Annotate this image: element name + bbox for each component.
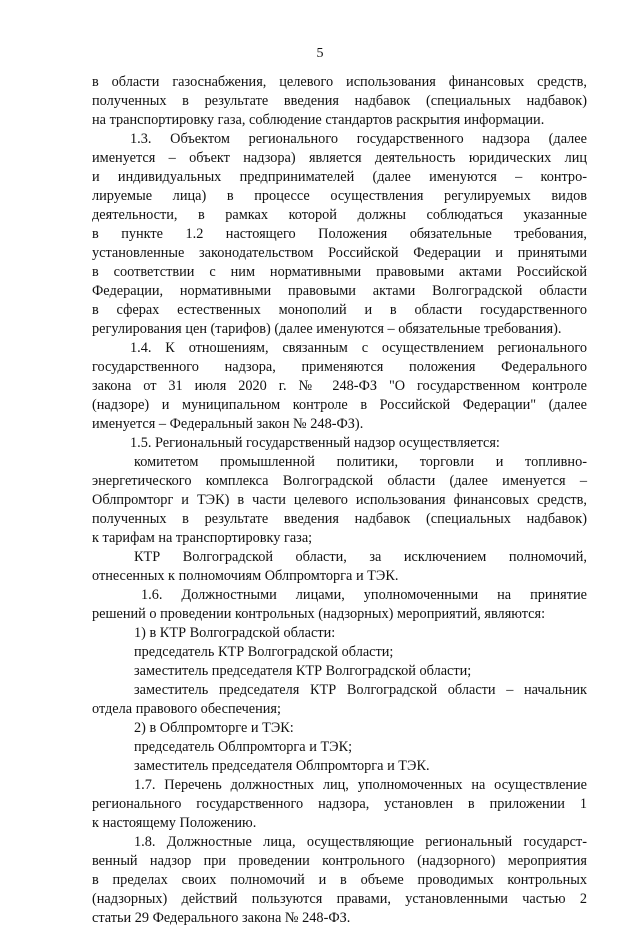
text-line: и индивидуальных предпринимателей (далее именуются – контро- xyxy=(92,169,587,185)
text-line: 1.7. Перечень должностных лиц, уполномоченных на осуществление xyxy=(134,777,587,793)
text-line: лируемые лица) в процессе осуществления регулируемых видов xyxy=(92,188,587,204)
paragraph-p-1-5-a xyxy=(92,453,587,548)
text-line: отнесенных к полномочиям Облпромторга и ТЭК. xyxy=(92,568,399,584)
text-line: полученных в результате введения надбавок (специальных надбавок) xyxy=(92,511,587,527)
paragraph-p-1-6-1a xyxy=(92,643,587,662)
text-line: в области газоснабжения, целевого использования финансовых средств, xyxy=(92,74,587,90)
text-line: комитетом промышленной политики, торговли и топливно- xyxy=(134,454,587,470)
text-line: 1.6. Должностными лицами, уполномоченными на принятие xyxy=(141,587,587,603)
text-line: в пункте 1.2 настоящего Положения обязательные требования, xyxy=(92,226,587,242)
text-line: 1) в КТР Волгоградской области: xyxy=(134,625,336,641)
paragraph-p-1-4 xyxy=(92,339,587,434)
text-line: установленные законодательством Российской Федерации и принятыми xyxy=(92,245,587,261)
paragraph-p-1-5-b xyxy=(92,548,587,586)
text-line: именуется – Федеральный закон № 248-ФЗ). xyxy=(92,416,364,432)
text-line: решений о проведении контрольных (надзорных) мероприятий, являются: xyxy=(92,606,546,622)
text-line: венный надзор при проведении контрольного (надзорного) мероприятия xyxy=(92,853,587,869)
document-body xyxy=(92,73,587,928)
text-line: (надзорных) действий пользуются правами, установленными частью 2 xyxy=(92,891,587,907)
text-line: председатель КТР Волгоградской области; xyxy=(134,644,394,660)
text-line: 1.8. Должностные лица, осуществляющие региональный государст- xyxy=(134,834,587,850)
paragraph-p-1-3 xyxy=(92,130,587,339)
text-line: государственного надзора, применяются положения Федерального xyxy=(92,359,587,375)
text-line: к настоящему Положению. xyxy=(92,815,257,831)
text-line: (надзоре) и муниципальном контроле в Российской Федерации" (далее xyxy=(92,397,587,413)
text-line: к тарифам на транспортировку газа; xyxy=(92,530,313,546)
text-line: статьи 29 Федерального закона № 248-ФЗ. xyxy=(92,910,351,926)
text-line: именуется – объект надзора) является деятельность юридических лиц xyxy=(92,150,587,166)
paragraph-p-1-8 xyxy=(92,833,587,928)
paragraph-p-1-6-2 xyxy=(92,719,587,738)
page-number: 5 xyxy=(316,46,324,61)
text-line: 1.5. Региональный государственный надзор осуществляется: xyxy=(130,435,500,451)
text-line: в сферах естественных монополий и в области государственного xyxy=(92,302,587,318)
paragraph-p-1-6-1 xyxy=(92,624,587,643)
text-line: КТР Волгоградской области, за исключением полномочий, xyxy=(134,549,587,565)
paragraph-p-gas xyxy=(92,73,587,130)
text-line: 2) в Облпромторге и ТЭК: xyxy=(134,720,294,736)
text-line: полученных в результате введения надбавок (специальных надбавок) xyxy=(92,93,587,109)
text-line: в соответствии с ним нормативными правовыми актами Российской xyxy=(92,264,587,280)
text-line: энергетического комплекса Волгоградской области (далее именуется – xyxy=(92,473,587,489)
text-line: 1.4. К отношениям, связанным с осуществлением регионального xyxy=(130,340,587,356)
text-line: заместитель председателя Облпромторга и ТЭК. xyxy=(134,758,430,774)
text-line: отдела правового обеспечения; xyxy=(92,701,281,717)
paragraph-p-1-6-2a xyxy=(92,738,587,757)
text-line: 1.3. Объектом регионального государственного надзора (далее xyxy=(130,131,587,147)
paragraph-p-1-6-1b xyxy=(92,662,587,681)
text-line: председатель Облпромторга и ТЭК; xyxy=(134,739,353,755)
paragraph-p-1-6 xyxy=(92,586,587,624)
paragraph-p-1-7 xyxy=(92,776,587,833)
paragraph-p-1-6-1c xyxy=(92,681,587,719)
text-line: регулирования цен (тарифов) (далее именуются – обязательные требования). xyxy=(92,321,562,337)
text-line: заместитель председателя КТР Волгоградской области; xyxy=(134,663,472,679)
text-line: Федерации, нормативными правовыми актами Волгоградской области xyxy=(92,283,587,299)
paragraph-p-1-5 xyxy=(92,434,587,453)
paragraph-p-1-6-2b xyxy=(92,757,587,776)
text-line: регионального государственного надзора, установлен в приложении 1 xyxy=(92,796,587,812)
text-line: в пределах своих полномочий и в объеме проводимых контрольных xyxy=(92,872,587,888)
text-line: деятельности, в рамках которой должны соблюдаться указанные xyxy=(92,207,587,223)
text-line: на транспортировку газа, соблюдение стандартов раскрытия информации. xyxy=(92,112,545,128)
text-line: Облпромторг и ТЭК) в части целевого использования финансовых средств, xyxy=(92,492,587,508)
text-line: закона от 31 июля 2020 г. № 248-ФЗ "О государственном контроле xyxy=(92,378,587,394)
text-line: заместитель председателя КТР Волгоградской области – начальник xyxy=(134,682,587,698)
